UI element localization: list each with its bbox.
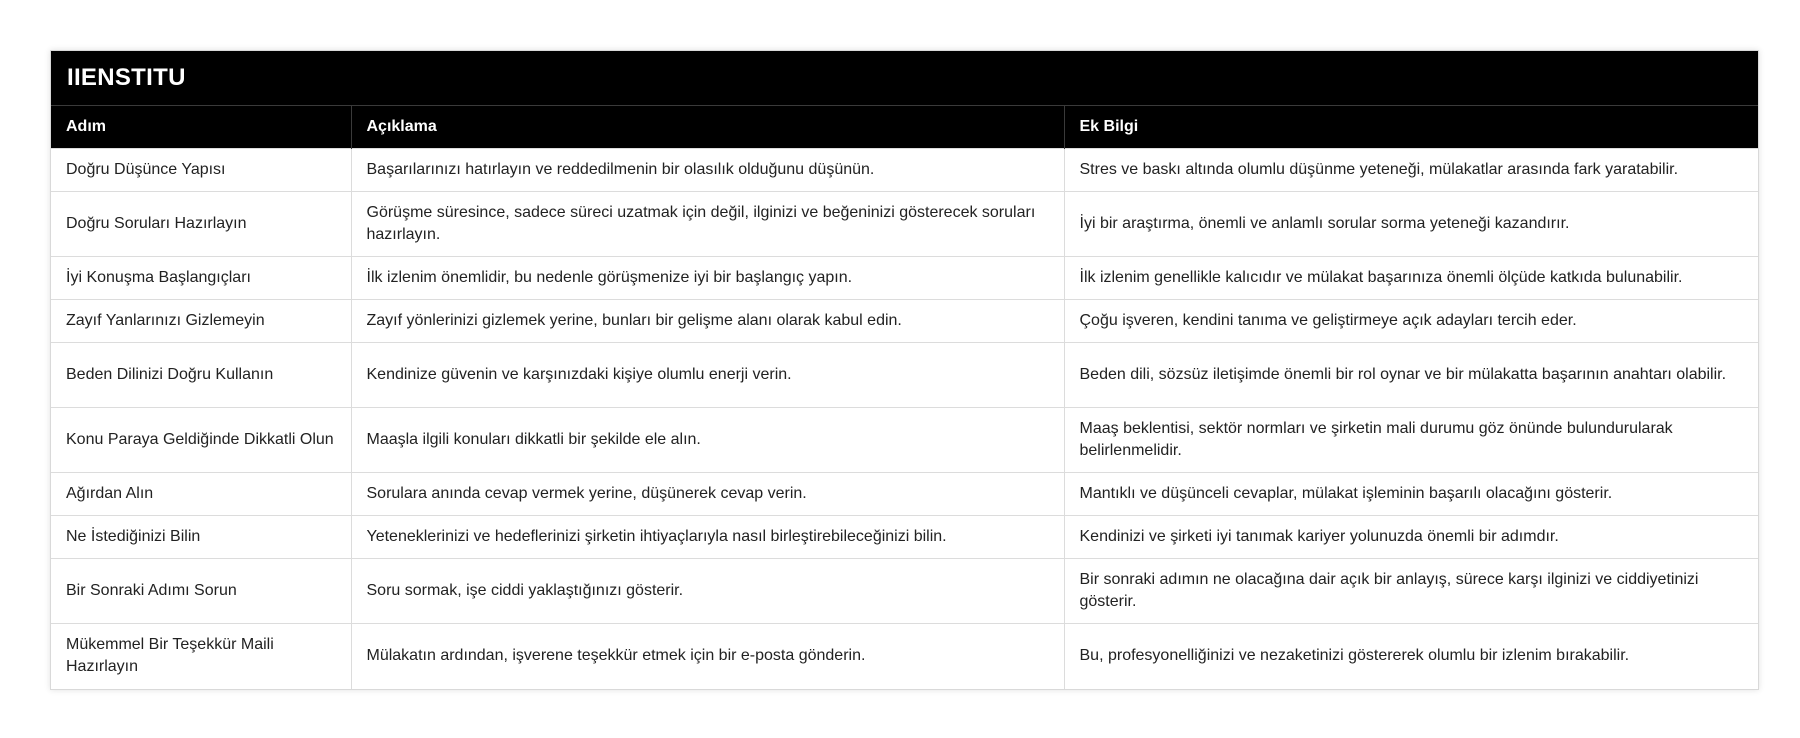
step-cell: Ağırdan Alın [51, 473, 351, 516]
steps-table [51, 105, 1758, 689]
step-cell: Ne İstediğinizi Bilin [51, 516, 351, 559]
description-cell: Zayıf yönlerinizi gizlemek yerine, bunları bir gelişme alanı olarak kabul edin. [351, 300, 1064, 343]
extra-info-cell: Kendinizi ve şirketi iyi tanımak kariyer yolunuzda önemli bir adımdır. [1064, 516, 1758, 559]
description-cell: Soru sormak, işe ciddi yaklaştığınızı gösterir. [351, 559, 1064, 624]
extra-info-cell: İlk izlenim genellikle kalıcıdır ve mülakat başarınıza önemli ölçüde katkıda bulunabilir. [1064, 257, 1758, 300]
description-cell: Görüşme süresince, sadece süreci uzatmak için değil, ilginizi ve beğeninizi gösterecek soruları hazırlayın. [351, 192, 1064, 257]
description-cell: Başarılarınızı hatırlayın ve reddedilmenin bir olasılık olduğunu düşünün. [351, 149, 1064, 192]
table-row [51, 300, 1758, 343]
description-cell: Sorulara anında cevap vermek yerine, düşünerek cevap verin. [351, 473, 1064, 516]
description-cell: Maaşla ilgili konuları dikkatli bir şekilde ele alın. [351, 408, 1064, 473]
description-cell: İlk izlenim önemlidir, bu nedenle görüşmenize iyi bir başlangıç yapın. [351, 257, 1064, 300]
description-cell: Kendinize güvenin ve karşınızdaki kişiye olumlu enerji verin. [351, 343, 1064, 408]
step-cell: İyi Konuşma Başlangıçları [51, 257, 351, 300]
description-cell: Yeteneklerinizi ve hedeflerinizi şirketin ihtiyaçlarıyla nasıl birleştirebileceğinizi bilin. [351, 516, 1064, 559]
step-cell: Doğru Düşünce Yapısı [51, 149, 351, 192]
table-header-row [51, 106, 1758, 149]
extra-info-cell: Mantıklı ve düşünceli cevaplar, mülakat işleminin başarılı olacağını gösterir. [1064, 473, 1758, 516]
table-row [51, 149, 1758, 192]
table-row [51, 192, 1758, 257]
extra-info-cell: İyi bir araştırma, önemli ve anlamlı sorular sorma yeteneği kazandırır. [1064, 192, 1758, 257]
description-cell: Mülakatın ardından, işverene teşekkür etmek için bir e-posta gönderin. [351, 624, 1064, 689]
step-cell: Konu Paraya Geldiğinde Dikkatli Olun [51, 408, 351, 473]
extra-info-cell: Çoğu işveren, kendini tanıma ve geliştirmeye açık adayları tercih eder. [1064, 300, 1758, 343]
step-cell: Bir Sonraki Adımı Sorun [51, 559, 351, 624]
extra-info-cell: Maaş beklentisi, sektör normları ve şirketin mali durumu göz önünde bulundurularak belirlenmelidir. [1064, 408, 1758, 473]
table-row [51, 559, 1758, 624]
table-row [51, 516, 1758, 559]
column-header-description: Açıklama [351, 106, 1064, 149]
extra-info-cell: Stres ve baskı altında olumlu düşünme yeteneği, mülakatlar arasında fark yaratabilir. [1064, 149, 1758, 192]
table-row [51, 473, 1758, 516]
table-row [51, 624, 1758, 689]
step-cell: Doğru Soruları Hazırlayın [51, 192, 351, 257]
table-row [51, 408, 1758, 473]
extra-info-cell: Bir sonraki adımın ne olacağına dair açık bir anlayış, sürece karşı ilginizi ve ciddiyetinizi gösterir. [1064, 559, 1758, 624]
brand-title: IIENSTITU [51, 51, 1758, 105]
column-header-extra-info: Ek Bilgi [1064, 106, 1758, 149]
info-table-card [50, 50, 1759, 690]
step-cell: Mükemmel Bir Teşekkür Maili Hazırlayın [51, 624, 351, 689]
table-row [51, 257, 1758, 300]
step-cell: Beden Dilinizi Doğru Kullanın [51, 343, 351, 408]
column-header-step: Adım [51, 106, 351, 149]
extra-info-cell: Beden dili, sözsüz iletişimde önemli bir rol oynar ve bir mülakatta başarının anahtarı olabilir. [1064, 343, 1758, 408]
extra-info-cell: Bu, profesyonelliğinizi ve nezaketinizi göstererek olumlu bir izlenim bırakabilir. [1064, 624, 1758, 689]
table-row [51, 343, 1758, 408]
step-cell: Zayıf Yanlarınızı Gizlemeyin [51, 300, 351, 343]
